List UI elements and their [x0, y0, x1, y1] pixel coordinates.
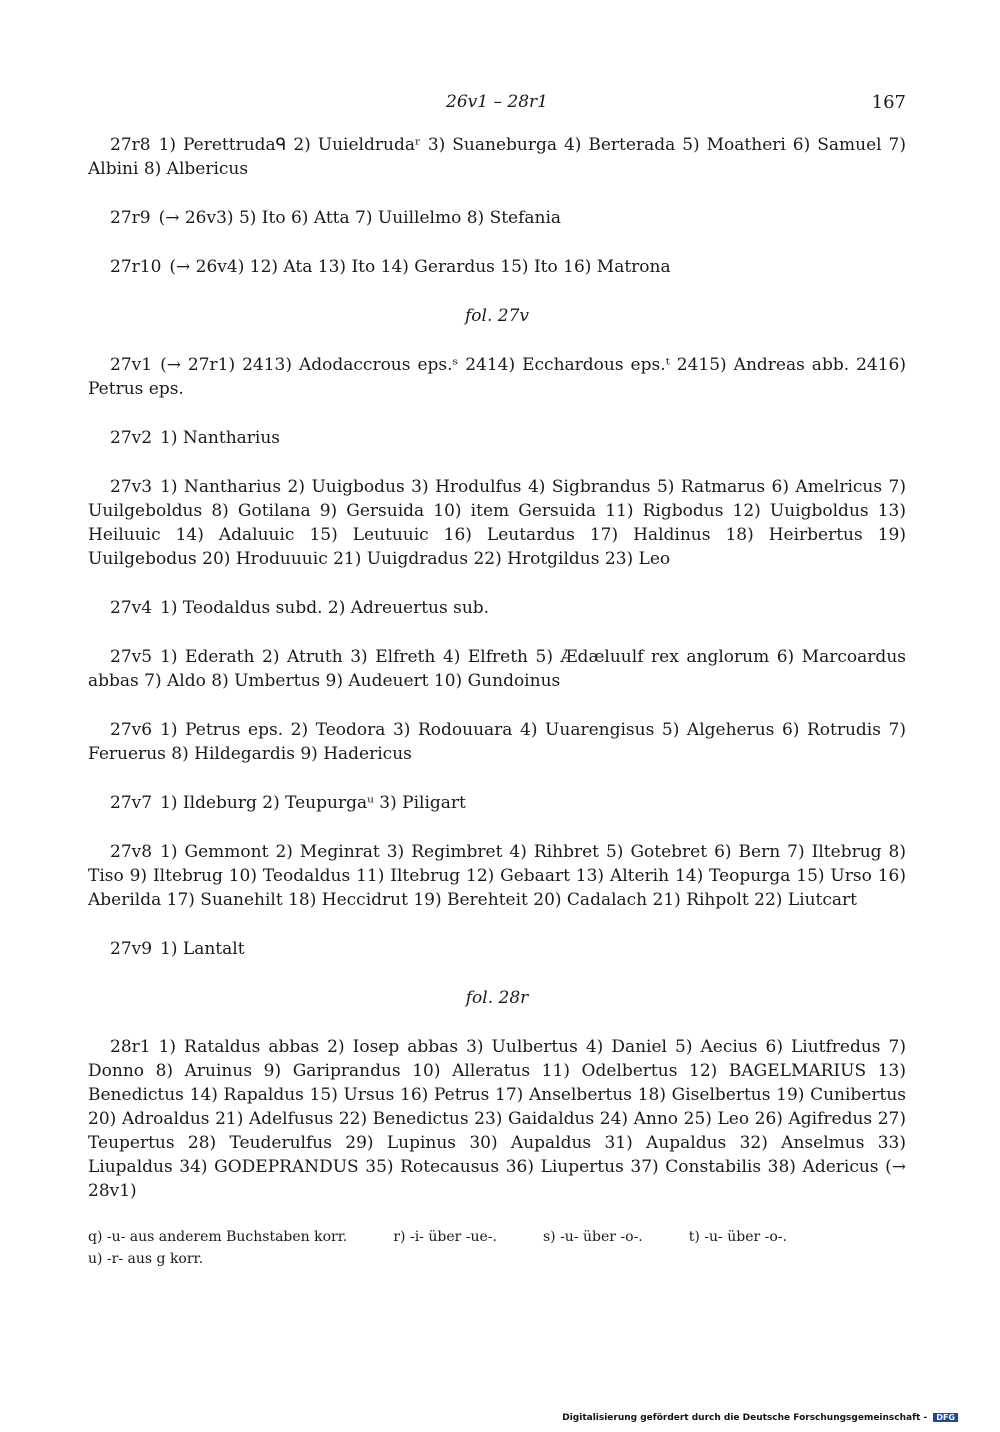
entry-id: 27v6 [110, 720, 153, 740]
entry-names: 1) Nantharius [160, 428, 281, 448]
entry-id: 27v8 [110, 842, 153, 862]
footnote: t) -u- über -o-. [688, 1229, 787, 1245]
register-entry [88, 133, 906, 181]
entry-id: 27v3 [110, 477, 153, 497]
running-head [88, 92, 906, 116]
footnote: q) -u- aus anderem Buchstaben korr. [88, 1229, 348, 1245]
folio-heading: fol. 27v [464, 306, 529, 326]
running-title: 26v1 – 28r1 [446, 92, 548, 112]
entry-id: 27r8 [110, 135, 151, 155]
footnote: r) -i- über -ue-. [393, 1229, 497, 1245]
entry-id: 27v4 [110, 598, 153, 618]
register-entry [88, 791, 906, 815]
register-entry [88, 206, 906, 230]
entry-id: 27v5 [110, 647, 153, 667]
entry-names: (→ 26v4) 12) Ata 13) Ito 14) Gerardus 15) Ito 16) Matrona [169, 257, 671, 277]
register-entry [88, 475, 906, 571]
entry-names: 1) Teodaldus subd. 2) Adreuertus sub. [160, 598, 490, 618]
entry-names: 1) Nantharius 2) Uuigbodus 3) Hrodulfus 4) Sigbrandus 5) Ratmarus 6) Amelricus 7) Uuilgeboldus 8) Gotilana 9) Gersuida 10) item Gersuida 11) Rigbodus 12) Uuigboldus 13) Heiluuic 14) Adaluuic 15) Leutuuic 16) Leutardus 17) Haldinus 18) Heirbertus 19) Uuilgebodus 20) Hroduuuic 21) Uuigdradus 22) Hrotgildus 23) Leo [88, 477, 906, 569]
footnotes [88, 1226, 906, 1270]
folio-heading: fol. 28r [465, 988, 529, 1008]
dfg-logo: DFG [933, 1413, 958, 1422]
register-entry [88, 718, 906, 766]
entry-id: 27r9 [110, 208, 151, 228]
entry-id: 27v7 [110, 793, 153, 813]
entry-id: 28r1 [110, 1037, 151, 1057]
footer-credit-text: Digitalisierung gefördert durch die Deutsche Forschungsgemeinschaft - [562, 1413, 928, 1423]
entry-names: 1) Lantalt [160, 939, 245, 959]
register-entry [88, 426, 906, 450]
register-entry [88, 353, 906, 401]
register-entry [88, 596, 906, 620]
entry-id: 27r10 [110, 257, 162, 277]
entry-names: 1) Rataldus abbas 2) Iosep abbas 3) Uulbertus 4) Daniel 5) Aecius 6) Liutfredus 7) Donno 8) Aruinus 9) Gariprandus 10) Alleratus 11) Odelbertus 12) BAGELMARIUS 13) Benedictus 14) Rapaldus 15) Ursus 16) Petrus 17) Anselbertus 18) Giselbertus 19) Cunibertus 20) Adroaldus 21) Adelfusus 22) Benedictus 23) Gaidaldus 24) Anno 25) Leo 26) Agifredus 27) Teupertus 28) Teuderulfus 29) Lupinus 30) Aupaldus 31) Aupaldus 32) Anselmus 33) Liupaldus 34) GODEPRANDUS 35) Rotecausus 36) Liupertus 37) Constabilis 38) Adericus (→ 28v1) [88, 1037, 906, 1201]
footer-credit [562, 1413, 958, 1423]
page-number: 167 [871, 92, 906, 113]
footnote: s) -u- über -o-. [542, 1229, 643, 1245]
entry-id: 27v1 [110, 355, 153, 375]
footnote: u) -r- aus g korr. [88, 1251, 204, 1267]
register-entry [88, 840, 906, 912]
entry-names: 1) Ildeburg 2) Teupurgaᵘ 3) Piligart [160, 793, 466, 813]
entry-names: 1) Ederath 2) Atruth 3) Elfreth 4) Elfreth 5) Ædæluulf rex anglorum 6) Marcoardus abbas 7) Aldo 8) Umbertus 9) Audeuert 10) Gundoinus [88, 647, 906, 691]
entry-id: 27v2 [110, 428, 153, 448]
entry-names: (→ 27r1) 2413) Adodaccrous eps.ˢ 2414) Ecchardous eps.ᵗ 2415) Andreas abb. 2416) Petrus eps. [88, 355, 906, 399]
register-entry [88, 1035, 906, 1203]
entry-names: (→ 26v3) 5) Ito 6) Atta 7) Uuillelmo 8) Stefania [158, 208, 562, 228]
entry-id: 27v9 [110, 939, 153, 959]
entry-names: 1) Perettrudaᑫ 2) Uuieldrudaʳ 3) Suaneburga 4) Berterada 5) Moatheri 6) Samuel 7) Albini 8) Albericus [88, 135, 906, 179]
register-entry [88, 255, 906, 279]
entry-names: 1) Gemmont 2) Meginrat 3) Regimbret 4) Rihbret 5) Gotebret 6) Bern 7) Iltebrug 8) Tiso 9) Iltebrug 10) Teodaldus 11) Iltebrug 12) Gebaart 13) Alterih 14) Teopurga 15) Urso 16) Aberilda 17) Suanehilt 18) Heccidrut 19) Berehteit 20) Cadalach 21) Rihpolt 22) Liutcart [88, 842, 906, 910]
text-block [88, 133, 906, 1228]
register-entry [88, 645, 906, 693]
entry-names: 1) Petrus eps. 2) Teodora 3) Rodouuara 4) Uuarengisus 5) Algeherus 6) Rotrudis 7) Feruerus 8) Hildegardis 9) Hadericus [88, 720, 906, 764]
register-entry [88, 937, 906, 961]
